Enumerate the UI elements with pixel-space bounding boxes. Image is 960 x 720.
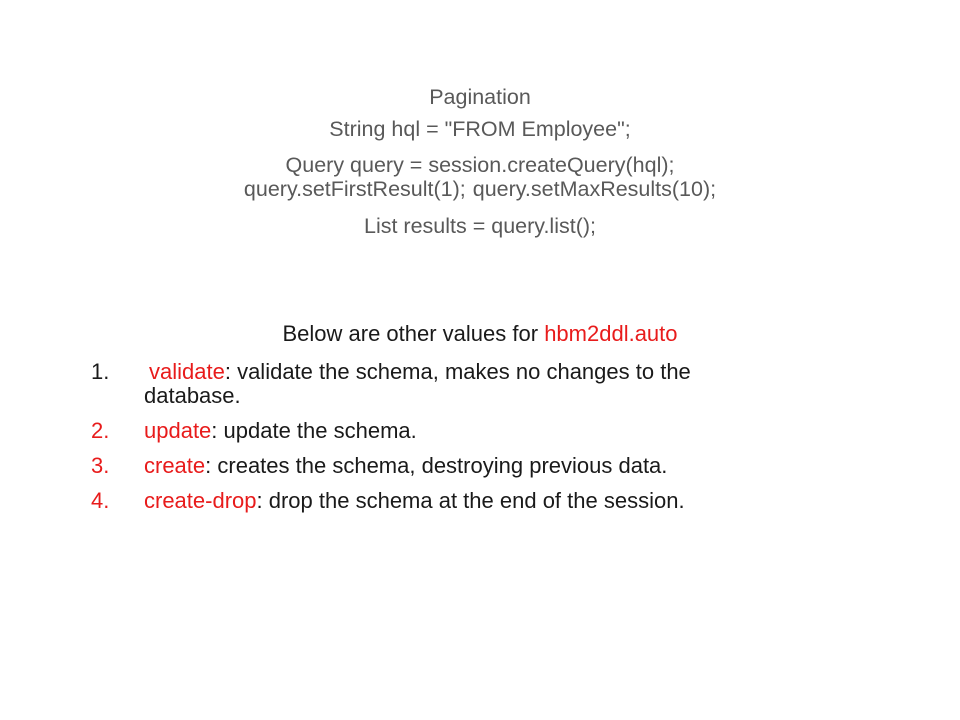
- list-item-desc: : drop the schema at the end of the session.: [256, 488, 685, 513]
- set-max-results: query.setMaxResults(10);: [472, 177, 717, 201]
- pagination-title: Pagination: [429, 85, 531, 109]
- list-item-body: [144, 419, 880, 443]
- values-heading-key: hbm2ddl.auto: [544, 321, 678, 346]
- hql-string-line: String hql = "FROM Employee";: [329, 117, 631, 141]
- create-query-line: Query query = session.createQuery(hql);: [285, 153, 675, 177]
- list-item-body: [144, 360, 880, 408]
- list-item-number: 4.: [91, 488, 110, 513]
- list-item-desc: : validate the schema, makes no changes to the: [224, 359, 691, 384]
- pagination-code-block: [80, 82, 880, 241]
- list-item-create: [80, 454, 880, 478]
- values-list: [80, 360, 880, 513]
- hbm2ddl-values-block: [80, 319, 880, 524]
- list-item-update: [80, 419, 880, 443]
- list-item-desc-continued: database.: [144, 383, 241, 408]
- list-item-key: validate: [149, 359, 225, 384]
- list-item-create-drop: [80, 489, 880, 513]
- list-item-body: [144, 454, 880, 478]
- set-first-result: query.setFirstResult(1);: [243, 177, 466, 201]
- list-item-desc: : creates the schema, destroying previous data.: [205, 453, 668, 478]
- list-item-validate: [80, 360, 880, 408]
- list-item-body: [144, 489, 880, 513]
- list-item-key: create: [144, 453, 206, 478]
- set-results-line: [80, 177, 880, 201]
- list-item-number: 3.: [91, 453, 110, 478]
- list-item-key: create-drop: [144, 488, 257, 513]
- list-item-number: 1.: [91, 359, 110, 384]
- list-item-number: 2.: [91, 418, 110, 443]
- list-results-line: List results = query.list();: [364, 214, 596, 238]
- list-item-key: update: [144, 418, 212, 443]
- values-heading: [80, 319, 880, 349]
- list-item-desc: : update the schema.: [211, 418, 417, 443]
- values-heading-prefix: Below are other values for: [282, 321, 545, 346]
